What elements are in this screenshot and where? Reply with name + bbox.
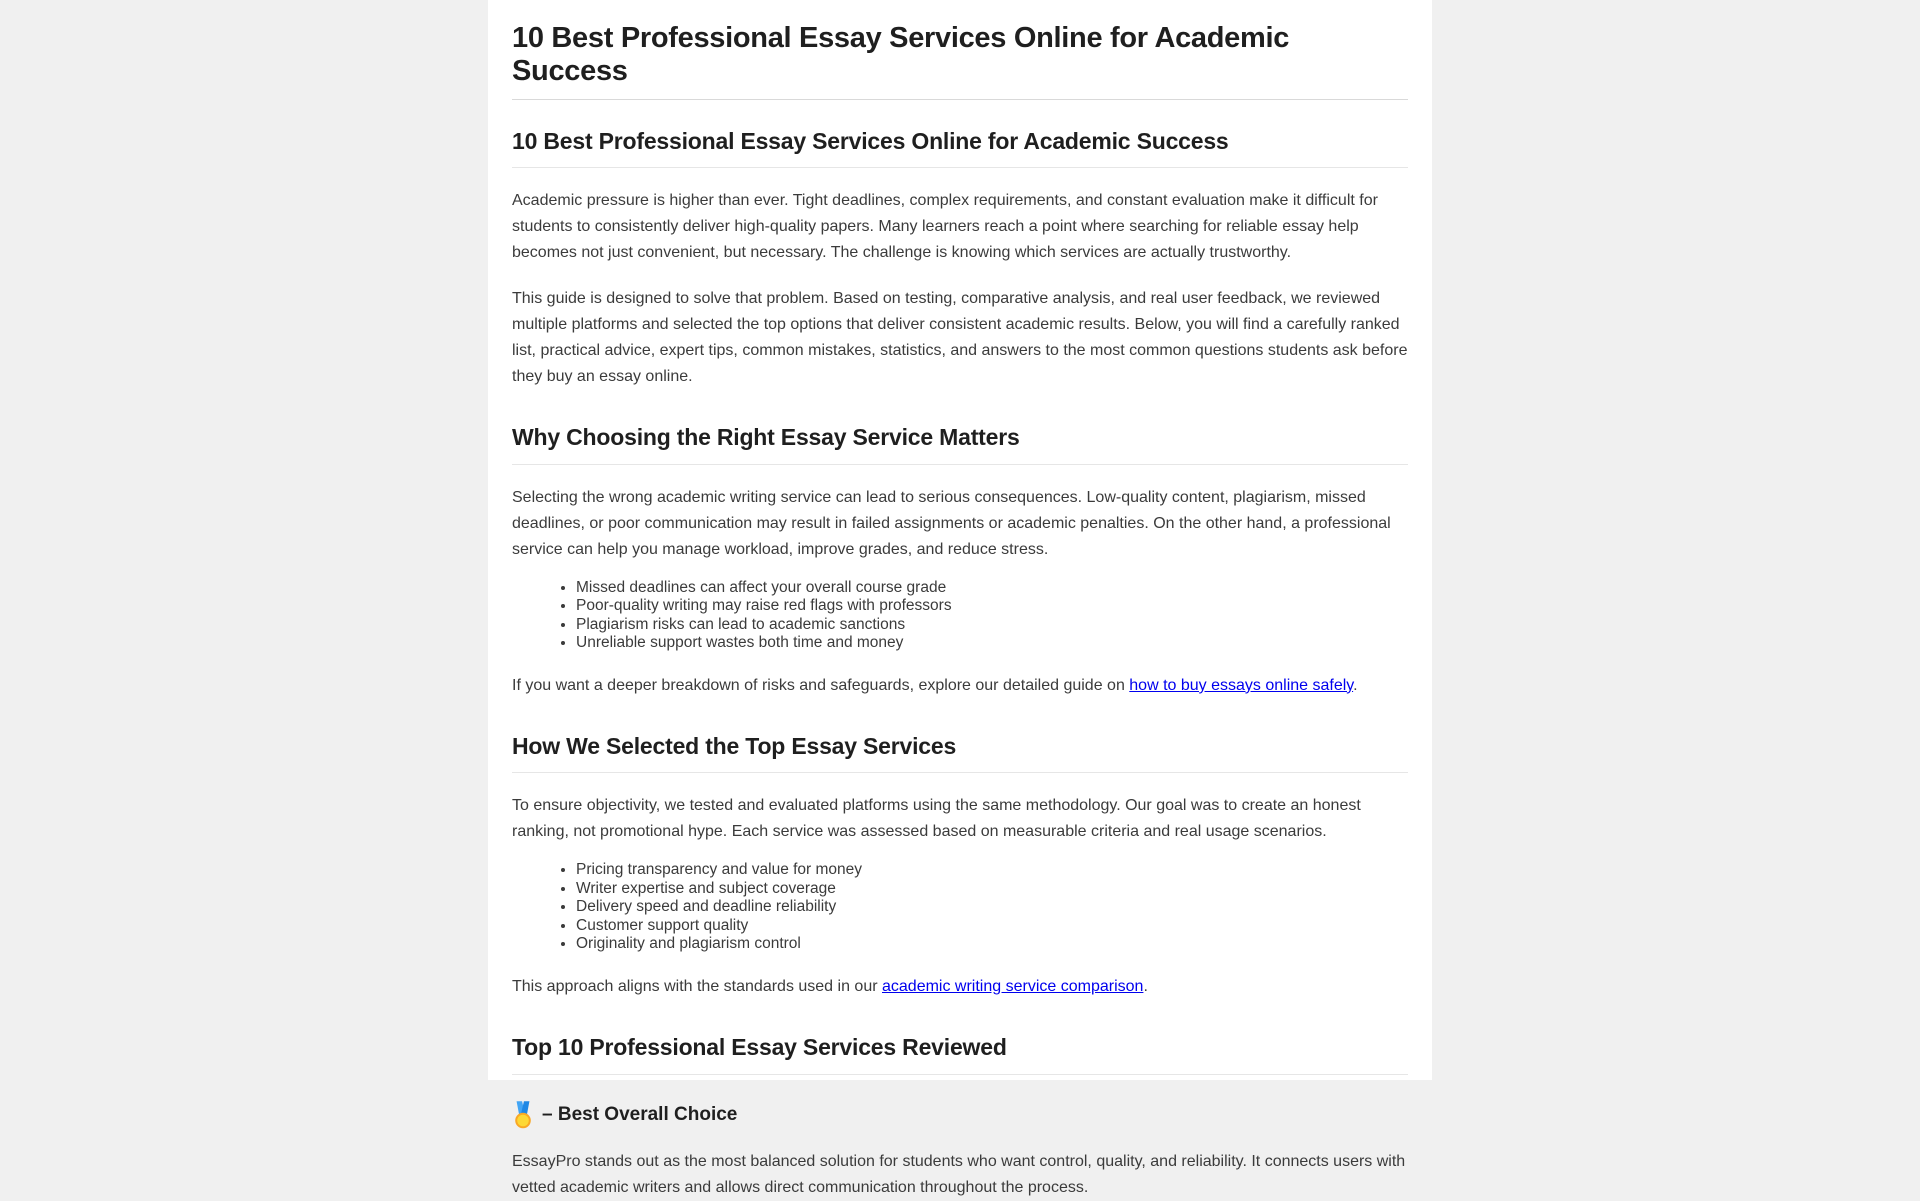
list-item: • Poor-quality writing may raise red flags with professors (576, 597, 1408, 616)
risk-list (512, 579, 1408, 653)
criteria-list (512, 861, 1408, 954)
buy-essays-safely-link[interactable]: how to buy essays online safely (1129, 676, 1354, 694)
intro-paragraph-2: This guide is designed to solve that problem. Based on testing, comparative analysis, and real user feedback, we reviewed multiple platforms and selected the top options that deliver consistent academic results. Below, you will find a carefully ranked list, practical advice, expert tips, common mistakes, statistics, and answers to the most common questions students ask before they buy an essay online. (512, 290, 1408, 386)
how-outro-text-before: This approach aligns with the standards used in our (512, 977, 882, 995)
list-item: • Plagiarism risks can lead to academic sanctions (576, 616, 1408, 635)
how-outro-paragraph (512, 974, 1408, 1000)
list-item: • Unreliable support wastes both time and money (576, 634, 1408, 653)
section-title-how-we-selected: How We Selected the Top Essay Services (512, 733, 1408, 774)
article-container (488, 0, 1432, 1196)
why-outro-text-after: . (1353, 676, 1358, 694)
why-paragraph: Selecting the wrong academic writing service can lead to serious consequences. Low-quality content, plagiarism, missed deadlines, or poor communication may result in failed assignments or academic penalties. On the other hand, a professional service can help you manage workload, improve grades, and reduce stress. (512, 488, 1391, 558)
list-item: • Missed deadlines can affect your overall course grade (576, 579, 1408, 598)
page-title: 10 Best Professional Essay Services Online for Academic Success (512, 16, 1408, 100)
list-item: • Delivery speed and deadline reliability (576, 898, 1408, 917)
list-item: • Originality and plagiarism control (576, 935, 1408, 954)
section-title-intro: 10 Best Professional Essay Services Online for Academic Success (512, 128, 1408, 169)
gold-medal-icon (512, 1101, 534, 1129)
section-title-why-choosing: Why Choosing the Right Essay Service Matters (512, 424, 1408, 465)
why-outro-paragraph (512, 673, 1408, 699)
essaypro-paragraph: EssayPro stands out as the most balanced solution for students who want control, quality, and reliability. It connects users with vetted academic writers and allows direct communication throughout the process. (512, 1152, 1406, 1196)
how-paragraph: To ensure objectivity, we tested and evaluated platforms using the same methodology. Our goal was to create an honest ranking, not promotional hype. Each service was assessed based on measurable criteria and real usage scenarios. (512, 797, 1361, 841)
review-heading-best-overall (512, 1101, 1408, 1129)
review-heading-text: – Best Overall Choice (542, 1103, 738, 1125)
section-title-top-10: Top 10 Professional Essay Services Reviewed (512, 1034, 1408, 1075)
intro-paragraph-1: Academic pressure is higher than ever. Tight deadlines, complex requirements, and constant evaluation make it difficult for students to consistently deliver high-quality papers. Many learners reach a point where searching for reliable essay help becomes not just convenient, but necessary. The challenge is knowing which services are actually trustworthy. (512, 192, 1378, 262)
list-item: • Writer expertise and subject coverage (576, 880, 1408, 899)
why-outro-text-before: If you want a deeper breakdown of risks and safeguards, explore our detailed guide on (512, 676, 1130, 694)
list-item: • Pricing transparency and value for money (576, 861, 1408, 880)
writing-service-comparison-link[interactable]: academic writing service comparison (882, 977, 1144, 995)
how-outro-text-after: . (1143, 977, 1148, 995)
list-item: • Customer support quality (576, 917, 1408, 936)
